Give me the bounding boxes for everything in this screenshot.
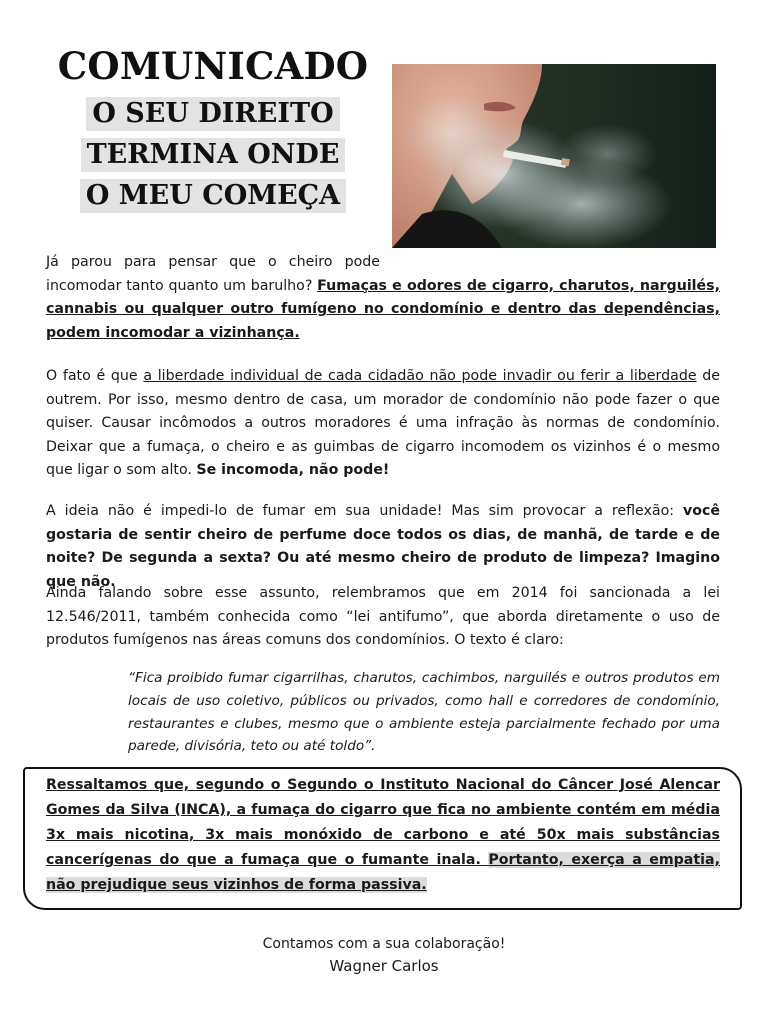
intro-rest <box>46 275 720 346</box>
law-quote: “Fica proibido fumar cigarrilhas, charutos, cachimbos, narguilés e outros produtos em locais de uso coletivo, públicos ou privados, como hall e corredores de condomínio, restaurantes e clubes, mesmo que o ambiente esteja parcialmente fechado por uma parede, divisória, teto ou até toldo”. <box>128 670 720 755</box>
paragraph-freedom <box>46 365 720 483</box>
callout-highlight: Portanto, exerça a empatia, não prejudique seus vizinhos de forma passiva. <box>46 852 720 893</box>
paragraph-law: Ainda falando sobre esse assunto, relembramos que em 2014 foi sancionada a lei 12.546/2011, também conhecida como “lei antifumo”, que aborda diretamente o uso de produtos fumígenos nas áreas comuns dos condomínios. O texto é claro: <box>46 585 720 649</box>
subtitle-line-1: O SEU DIREITO <box>86 97 339 131</box>
callout-main: Ressaltamos que, segundo o Segundo o Instituto Nacional do Câncer José Alencar Gomes da Silva (INCA), a fumaça do cigarro que fica no ambiente contém em média 3x mais nicotina, 3x mais monóxido de carbono e até 50x mais substâncias cancerígenas do que a fumaça que o fumante inala. <box>46 777 720 868</box>
document-header <box>50 42 376 213</box>
intro-line-2: incomodar tanto quanto um barulho? <box>46 277 318 294</box>
reflection-lead: A ideia não é impedi-lo de fumar em sua unidade! Mas sim provocar a reflexão: <box>46 503 683 519</box>
intro-emphasis: Fumaças e odores de cigarro, charutos, narguilés, cannabis ou qualquer outro fumígeno no condomínio e dentro das dependências, podem incomodar a vizinhança. <box>46 277 720 341</box>
smoking-photo <box>392 64 716 248</box>
closing <box>0 933 768 977</box>
person-smoking-cigarette-icon <box>392 64 716 248</box>
freedom-rest: de outrem. Por isso, mesmo dentro de casa, um morador de condomínio não pode fazer o que quiser. Causar incômodos a outros moradores é uma infração às normas de condomínio. Deixar que a fumaça, o cheiro e as guimbas de cigarro incomodem os vizinhos é o mesmo que ligar o som alto. <box>46 368 720 479</box>
subtitle-line-3: O MEU COMEÇA <box>80 179 346 213</box>
subtitle-line-2: TERMINA ONDE <box>81 138 346 172</box>
freedom-lead: O fato é que <box>46 368 144 384</box>
freedom-bold-end: Se incomoda, não pode! <box>196 462 390 479</box>
paragraph-intro <box>46 251 720 345</box>
freedom-underlined: a liberdade individual de cada cidadão não pode invadir ou ferir a liberdade <box>143 368 697 384</box>
page-title: COMUNICADO <box>57 44 369 88</box>
paragraph-reflection <box>46 500 720 594</box>
intro-line-1: Já parou para pensar que o cheiro pode <box>46 254 380 270</box>
callout-text <box>46 773 720 898</box>
reflection-bold: você gostaria de sentir cheiro de perfume doce todos os dias, de manhã, de tarde e de noite? De segunda a sexta? Ou até mesmo cheiro de produto de limpeza? Imagino que não. <box>46 503 720 590</box>
closing-line: Contamos com a sua colaboração! <box>262 936 506 952</box>
signature: Wagner Carlos <box>329 957 439 975</box>
